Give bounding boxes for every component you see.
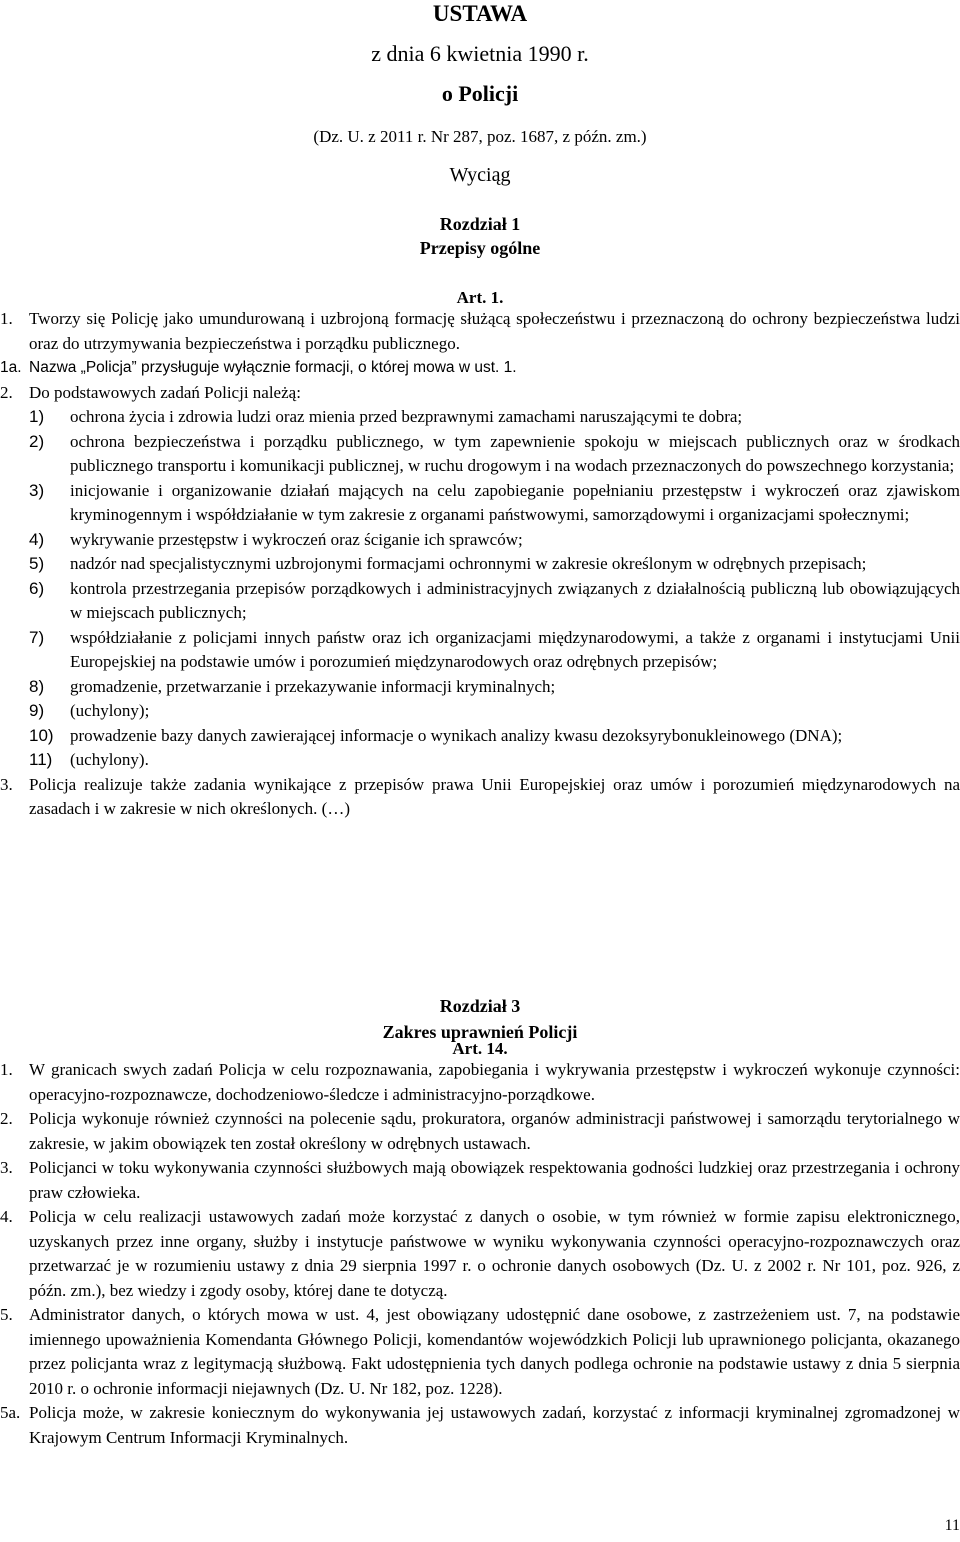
list-item-number: 5) <box>29 554 45 573</box>
paragraph-number: 4. <box>0 1207 13 1226</box>
paragraph-number: 3. <box>0 774 13 794</box>
article-14-paragraph <box>0 1058 960 1107</box>
list-item-text: ochrona bezpieczeństwa i porządku publicznego, w tym zapewnienie spokoju w miejscach publicznych oraz w środkach publicznego transportu i komunikacji publicznej, w ruchu drogowym i na wodach przeznaczonych do powszechnego korzystania; <box>70 431 960 475</box>
list-item-text: prowadzenie bazy danych zawierającej informacje o wynikach analizy kwasu dezoksyrybonukleinowego (DNA); <box>70 725 843 745</box>
list-item-number: 2) <box>29 431 45 451</box>
chapter-1-title: Przepisy ogólne <box>419 238 541 258</box>
article-1-paragraph-1 <box>0 307 960 356</box>
paragraph-text: Administrator danych, o których mowa w ust. 4, jest obowiązany udostępnić dane osobowe, z zastrzeżeniem ust. 7, na podstawie imiennego upoważnienia Komendanta Głównego Policji, komendantów wojewódzkich Policji lub uprawnionego policjanta, okazanego przez policjanta wraz z legitymacją służbową. Fakt udostępnienia tych danych podlega ochronie na podstawie ustawy z dnia 5 sierpnia 2010 r. o ochronie informacji niejawnych (Dz. U. Nr 182, poz. 1228). <box>29 1305 960 1398</box>
list-item-number: 7) <box>29 627 45 647</box>
list-item-text: współdziałanie z policjami innych państw oraz ich organizacjami międzynarodowymi, a także z organami i instytucjami Unii Europejskiej na podstawie umów i porozumień międzynarodowych oraz odrębnych przepisów; <box>70 627 960 671</box>
list-item <box>0 430 960 479</box>
chapter-3-title: Zakres uprawnień Policji <box>382 1022 578 1042</box>
article-14-paragraph <box>0 1205 960 1303</box>
paragraph-number: 3. <box>0 1158 13 1177</box>
paragraph-text: Policja wykonuje również czynności na polecenie sądu, prokuratora, organów administracji państwowej i samorządu terytorialnego w zakresie, w jakim obowiązek ten został określony w odrębnych ustawach. <box>29 1109 960 1153</box>
list-item-number: 10) <box>29 725 54 745</box>
article-14-heading: Art. 14. <box>452 1039 508 1058</box>
article-1-paragraph-1a <box>0 356 960 381</box>
paragraph-text: W granicach swych zadań Policja w celu rozpoznawania, zapobiegania i wykrywania przestępstw i wykroczeń wykonuje czynności: operacyjno-rozpoznawcze, dochodzeniowo-śledcze i administracyjno-porządkowe. <box>29 1060 960 1104</box>
list-item-number: 8) <box>29 676 45 696</box>
list-item <box>0 552 960 577</box>
list-item-number: 9) <box>29 701 45 720</box>
article-14-paragraph <box>0 1156 960 1205</box>
article-14-paragraph <box>0 1401 960 1450</box>
list-item-text: nadzór nad specjalistycznymi uzbrojonymi formacjami ochronnymi w zakresie określonym w odrębnych przepisach; <box>70 554 867 573</box>
excerpt-label: Wyciąg <box>449 164 511 186</box>
paragraph-number: 2. <box>0 382 13 402</box>
list-item-text: kontrola przestrzegania przepisów porządkowych i administracyjnych związanych z działalnością publiczną lub obowiązujących w miejscach publicznych; <box>70 578 960 622</box>
paragraph-number: 1. <box>0 1060 13 1079</box>
list-item-text: (uchylony); <box>70 701 150 720</box>
list-item <box>0 626 960 675</box>
paragraph-text: Policjanci w toku wykonywania czynności służbowych mają obowiązek respektowania godności ludzkiej oraz przestrzegania i ochrony praw człowieka. <box>29 1158 960 1202</box>
list-item-number: 11) <box>29 750 53 769</box>
page-number: 11 <box>944 1516 960 1534</box>
list-item-text: wykrywanie przestępstw i wykroczeń oraz ściganie ich sprawców; <box>70 529 523 549</box>
chapter-3-label: Rozdział 3 <box>439 996 521 1016</box>
article-1-paragraph-2 <box>0 381 960 406</box>
paragraph-text: Policja w celu realizacji ustawowych zadań może korzystać z danych o osobie, w tym również w formie zapisu elektronicznego, uzyskanych przez inne organy, służby i instytucje państwowe w wyniku wykonywania czynności operacyjno-rozpoznawczych oraz przetwarzać je w rozumieniu ustawy z dnia 29 sierpnia 1997 r. o ochronie danych osobowych (Dz. U. z 2002 r. Nr 101, poz. 926, z późn. zm.), bez wiedzy i zgody osoby, której dane te dotyczą. <box>29 1207 960 1300</box>
paragraph-number: 1. <box>0 309 13 328</box>
chapter-1-label: Rozdział 1 <box>439 214 521 234</box>
list-item <box>0 748 960 773</box>
act-subject: o Policji <box>441 81 519 106</box>
article-1-body <box>0 307 960 822</box>
list-item-number: 3) <box>29 480 45 500</box>
article-1-heading: Art. 1. <box>456 288 504 307</box>
list-item-text: gromadzenie, przetwarzanie i przekazywanie informacji kryminalnych; <box>70 676 556 696</box>
police-tasks-list <box>0 405 960 773</box>
article-14-body <box>0 1058 960 1450</box>
paragraph-number: 5. <box>0 1305 13 1324</box>
list-item <box>0 699 960 724</box>
list-item <box>0 724 960 749</box>
article-14-paragraph <box>0 1107 960 1156</box>
act-date: z dnia 6 kwietnia 1990 r. <box>371 41 589 66</box>
list-item-number: 4) <box>29 529 45 549</box>
list-item <box>0 528 960 553</box>
paragraph-number: 5a. <box>0 1403 21 1422</box>
list-item-text: ochrona życia i zdrowia ludzi oraz mienia przed bezprawnymi zamachami naruszającymi te dobra; <box>70 407 743 426</box>
paragraph-text: Do podstawowych zadań Policji należą: <box>29 382 301 402</box>
list-item-number: 6) <box>29 578 45 598</box>
list-item <box>0 577 960 626</box>
paragraph-text: Nazwa „Policja” przysługuje wyłącznie formacji, o której mowa w ust. 1. <box>29 359 517 376</box>
act-type-heading: USTAWA <box>432 1 528 26</box>
article-1-paragraph-3 <box>0 773 960 822</box>
list-item-number: 1) <box>29 407 45 426</box>
act-source-reference: (Dz. U. z 2011 r. Nr 287, poz. 1687, z późn. zm.) <box>313 127 647 146</box>
list-item-text: (uchylony). <box>70 750 149 769</box>
article-14-paragraph <box>0 1303 960 1401</box>
list-item-text: inicjowanie i organizowanie działań mających na celu zapobieganie popełnianiu przestępstw i wykroczeń oraz zjawiskom kryminogennym i współdziałanie w tym zakresie z organami państwowymi, samorządowymi i organizacjami społecznymi; <box>70 480 960 524</box>
paragraph-text: Policja realizuje także zadania wynikające z przepisów prawa Unii Europejskiej oraz umów i porozumień międzynarodowych na zasadach i w zakresie w nich określonych. (…) <box>29 774 960 818</box>
list-item <box>0 405 960 430</box>
list-item <box>0 479 960 528</box>
list-item <box>0 675 960 700</box>
paragraph-number: 2. <box>0 1109 13 1128</box>
paragraph-text: Policja może, w zakresie koniecznym do wykonywania jej ustawowych zadań, korzystać z informacji kryminalnej zgromadzonej w Krajowym Centrum Informacji Kryminalnych. <box>29 1403 960 1447</box>
paragraph-text: Tworzy się Policję jako umundurowaną i uzbrojoną formację służącą społeczeństwu i przeznaczoną do ochrony bezpieczeństwa ludzi oraz do utrzymywania bezpieczeństwa i porządku publicznego. <box>29 309 960 353</box>
paragraph-number: 1a. <box>0 359 22 376</box>
